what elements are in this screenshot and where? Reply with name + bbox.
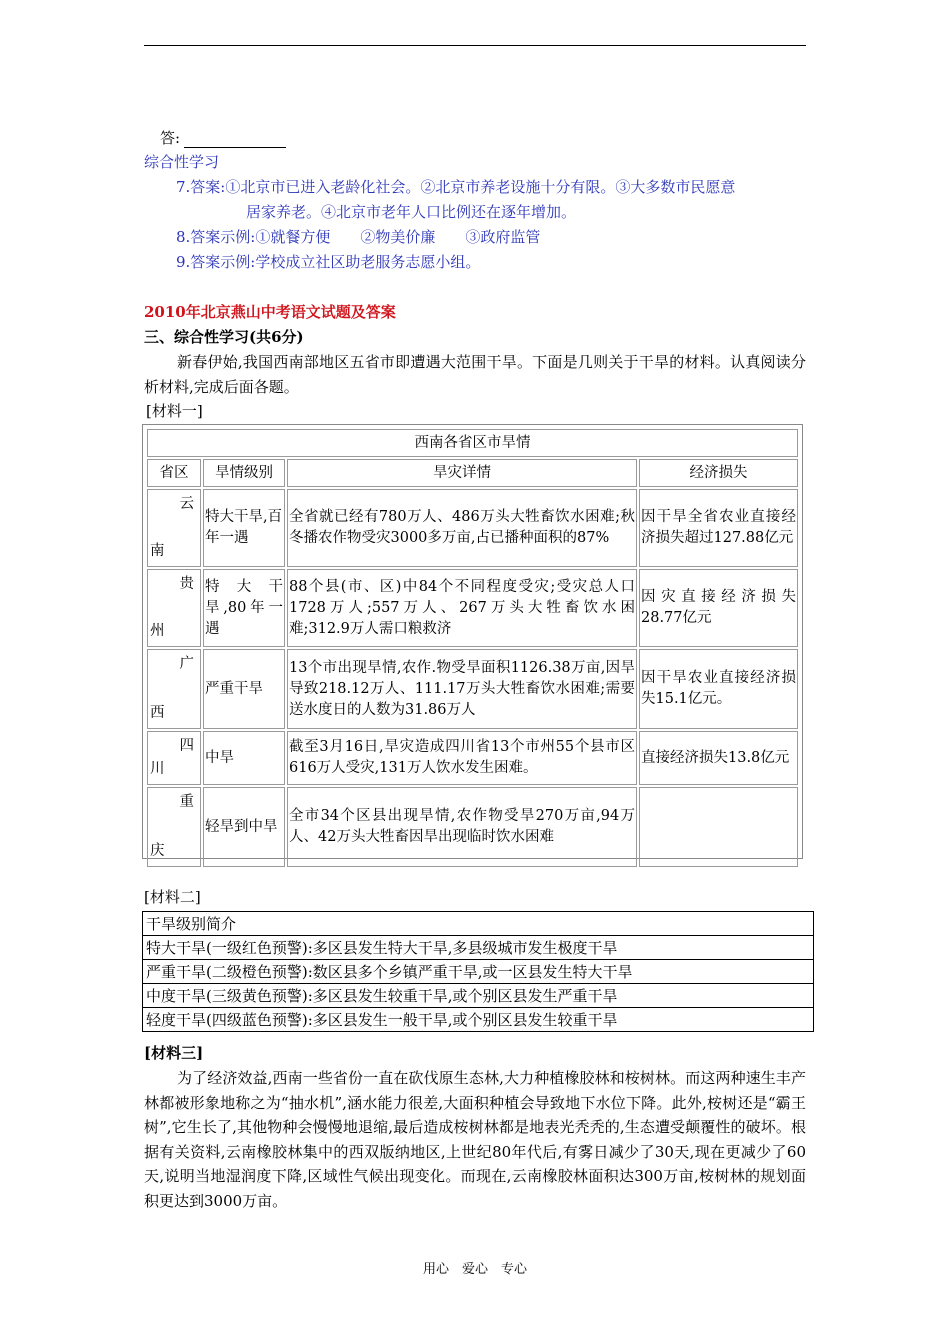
table-title: 西南各省区市旱情 [147,429,798,457]
province-cell: 广 西 [147,649,201,729]
page-footer: 用心 爱心 专心 [422,1262,527,1277]
level-red: 特大干旱(一级红色预警):多区县发生特大干旱,多县级城市发生极度干旱 [143,936,814,960]
table-row [147,787,798,867]
part-heading: 三、综合性学习(共6分) [144,328,304,346]
table-row [147,649,798,729]
level-cell: 中旱 [203,731,285,785]
answer-9: 9.答案示例:学校成立社区助老服务志愿小组。 [176,253,481,271]
table-row [147,569,798,647]
province-cell: 云 南 [147,489,201,567]
material3-paragraph: 为了经济效益,西南一些省份一直在砍伐原生态林,大力种植橡胶林和桉树林。而这两种速生丰产林都被形象地称之为“抽水机”,涵水能力很差,大面积种植会导致地下水位下降。此外,桉树还是“霸王树”,它生长了,其他物种会慢慢地退缩,最后造成桉树林都是地表光秃秃的,生态遭受颠覆性的破坏。根据有关资料,云南橡胶林集中的西双版纳地区,上世纪80年代后,有雾日减少了30天,现在更减少了60天,说明当地湿润度下降,区域性气候出现变化。而现在,云南橡胶林面积达300万亩,桉树林的规划面积更达到3000万亩。 [144,1069,806,1210]
levels-title: 干旱级别简介 [143,912,814,936]
drought-table [145,427,800,869]
detail-cell: 截至3月16日,旱灾造成四川省13个市州55个县市区616万人受灾,131万人饮水发生困难。 [287,731,637,785]
loss-cell: 直接经济损失13.8亿元 [639,731,798,785]
header-rule [144,45,806,46]
section-title: 综合性学习 [144,153,220,171]
table-row [143,912,814,936]
intro-paragraph: 新春伊始,我国西南部地区五省市即遭遇大范围干旱。下面是几则关于干旱的材料。认真阅读分析材料,完成后面各题。 [144,353,806,396]
detail-cell: 13个市出现旱情,农作.物受旱面积1126.38万亩,因旱导致218.12万人、111.17万头大牲畜饮水困难;需要送水度日的人数为31.86万人 [287,649,637,729]
level-yellow: 中度干旱(三级黄色预警):多区县发生较重干旱,或个别区县发生严重干旱 [143,984,814,1008]
detail-cell: 88个县(市、区)中84个不同程度受灾;受灾总人口1728万人;557万人、267万头大牲畜饮水困难;312.9万人需口粮救济 [287,569,637,647]
level-blue: 轻度干旱(四级蓝色预警):多区县发生一般干旱,或个别区县发生较重干旱 [143,1008,814,1032]
exam-title: 2010年北京燕山中考语文试题及答案 [144,303,396,321]
answer-line [160,128,286,148]
table-row [147,731,798,785]
answer-blank [184,132,286,148]
material2-label: [材料二] [144,888,201,906]
table-row [143,1008,814,1032]
level-cell: 严重干旱 [203,649,285,729]
loss-cell: 因干旱全省农业直接经济损失超过127.88亿元 [639,489,798,567]
loss-cell: 因干旱农业直接经济损失15.1亿元。 [639,649,798,729]
drought-levels-table [142,911,814,1032]
answer-8: 8.答案示例:①就餐方便 ②物美价廉 ③政府监管 [176,228,541,246]
header-province: 省区 [147,459,201,487]
table-row [147,489,798,567]
table-row [143,960,814,984]
level-cell: 特 大 干旱,80年一遇 [203,569,285,647]
header-detail: 旱灾详情 [287,459,637,487]
header-level: 旱情级别 [203,459,285,487]
material3-label: [材料三] [144,1044,204,1062]
header-loss: 经济损失 [639,459,798,487]
table-row [143,936,814,960]
loss-cell: 因灾直接经济损失28.77亿元 [639,569,798,647]
detail-cell: 全省就已经有780万人、486万头大牲畜饮水困难;秋冬播农作物受灾3000多万亩,占已播种面积的87% [287,489,637,567]
level-orange: 严重干旱(二级橙色预警):数区县多个乡镇严重干旱,或一区县发生特大干旱 [143,960,814,984]
detail-cell: 全市34个区县出现旱情,农作物受旱270万亩,94万人、42万头大牲畜因旱出现临时饮水困难 [287,787,637,867]
drought-table-frame [142,424,803,859]
province-cell: 贵 州 [147,569,201,647]
answer-label: 答: [160,129,181,147]
level-cell: 特大干旱,百年一遇 [203,489,285,567]
material1-label: [材料一] [146,402,203,420]
answer-7-line1: 7.答案:①北京市已进入老龄化社会。②北京市养老设施十分有限。③大多数市民愿意 [176,178,736,196]
answer-7-line2: 居家养老。④北京市老年人口比例还在逐年增加。 [246,203,577,221]
province-cell: 重 庆 [147,787,201,867]
province-cell: 四 川 [147,731,201,785]
table-row [143,984,814,1008]
level-cell: 轻旱到中旱 [203,787,285,867]
loss-cell [639,787,798,867]
